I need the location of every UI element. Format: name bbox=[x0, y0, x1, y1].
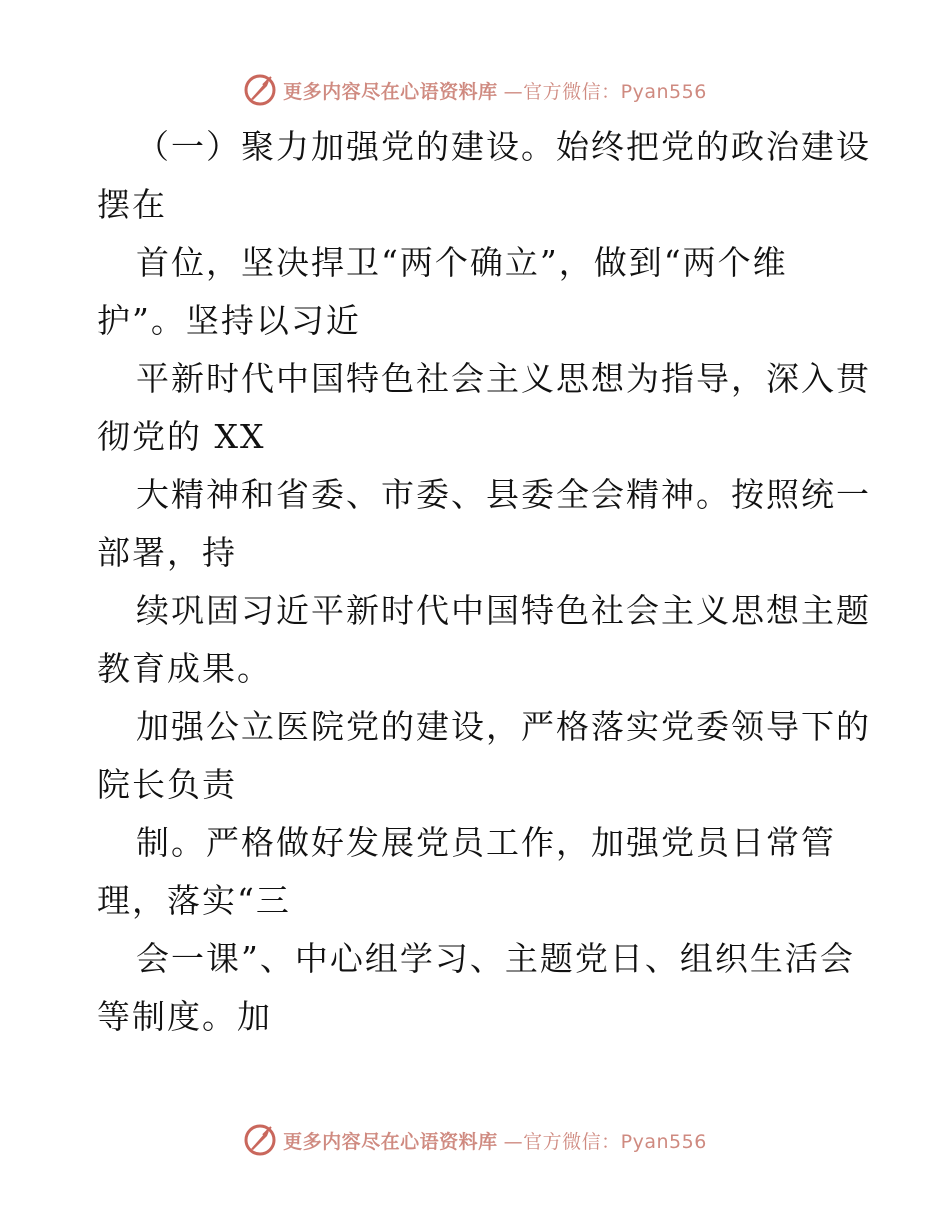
paragraph-line: 续巩固习近平新时代中国特色社会主义思想主题 bbox=[136, 591, 871, 630]
paragraph-line: 院长负责 bbox=[97, 765, 237, 804]
watermark-header bbox=[0, 70, 950, 110]
paragraph-line: 护”。坚持以习近 bbox=[97, 301, 361, 340]
paragraph-line: （一）聚力加强党的建设。始终把党的政治建设 bbox=[136, 127, 871, 166]
watermark-main-text: 更多内容尽在心语资料库 bbox=[283, 80, 498, 103]
paragraph-line: 平新时代中国特色社会主义思想为指导，深入贯 bbox=[136, 359, 871, 398]
paragraph-line: 摆在 bbox=[97, 185, 167, 224]
watermark-main-text: 更多内容尽在心语资料库 bbox=[283, 1130, 498, 1153]
paragraph-line: 会一课”、中心组学习、主题党日、组织生活会 bbox=[136, 939, 855, 978]
paragraph-line: 等制度。加 bbox=[97, 997, 272, 1036]
paragraph-line: 制。严格做好发展党员工作，加强党员日常管 bbox=[136, 823, 836, 862]
paragraph-line: 教育成果。 bbox=[97, 649, 272, 688]
paragraph-line: 加强公立医院党的建设，严格落实党委领导下的 bbox=[136, 707, 871, 746]
paragraph-line: 理，落实“三 bbox=[97, 881, 291, 920]
watermark-sub-text: —官方微信：Pyan556 bbox=[503, 1130, 707, 1153]
quill-logo-icon bbox=[243, 1123, 277, 1157]
paragraph-line: 彻党的 XX bbox=[97, 417, 266, 456]
paragraph-line: 部署，持 bbox=[97, 533, 237, 572]
quill-logo-icon bbox=[243, 73, 277, 107]
paragraph-line: 大精神和省委、市委、县委全会精神。按照统一 bbox=[136, 475, 871, 514]
watermark-footer bbox=[0, 1120, 950, 1160]
watermark-sub-text: —官方微信：Pyan556 bbox=[503, 80, 707, 103]
paragraph-line: 首位，坚决捍卫“两个确立”，做到“两个维 bbox=[136, 243, 788, 282]
